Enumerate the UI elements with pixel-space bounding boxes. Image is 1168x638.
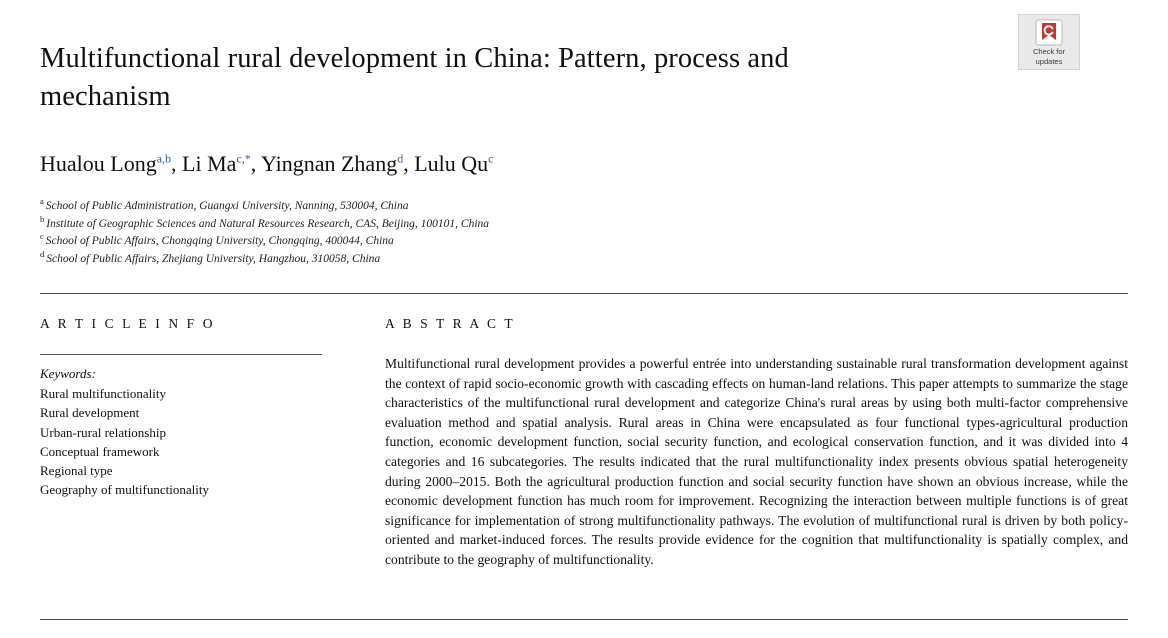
article-info-heading: A R T I C L E I N F O: [40, 316, 216, 331]
author-name: Li Ma: [182, 151, 237, 176]
author-list: [40, 150, 1128, 178]
abstract-column: [328, 316, 1128, 583]
affiliation-text: School of Public Administration, Guangxi University, Nanning, 530004, China: [45, 200, 409, 212]
affiliation-item: [40, 213, 1128, 234]
author-name: Hualou Long: [40, 151, 157, 176]
list-item: Rural multifunctionality: [40, 386, 167, 401]
affiliation-mark: c: [40, 231, 44, 242]
affiliation-mark: b: [40, 213, 45, 224]
abstract-text: Multifunctional rural development provides a powerful entrée into understanding sustainable rural transformation development against the context of rapid socio-economic growth with cascading effects on human-land relations. This paper attempts to summarize the stage characteristics of the multifunctional rural development and categorize China's rural areas by using both multi-factor comprehensive evaluation method and spatial analysis. Rural areas in China were encapsulated as four functional types-agricultural production function, economic development function, social security function, and ecological conservation function, and it was divided into 4 categories and 16 subcategories. The results indicated that the rural multifunctionality index presents obvious spatial heterogeneity during 2000–2015. Both the agricultural production function and social security function have shown an obvious increase, while the economic development function has much room for improvement. Recognizing the interaction between multiple functions is of great significance for implementation of strong multifunctionality pathways. The evolution of multifunctional rural is driven by both policy-oriented and market-induced forces. The results provide evidence for the cognition that multifunctionality is spatially complex, and contribute to the geography of multifunctionality.: [385, 356, 1128, 567]
affiliation-item: [40, 248, 1128, 269]
author-affil-marks[interactable]: c,*: [236, 151, 251, 166]
keywords-list: [40, 384, 306, 500]
author-separator: ,: [250, 151, 261, 176]
divider-top: [40, 293, 1128, 294]
crossmark-label-line2: updates: [1035, 56, 1063, 66]
crossmark-badge-icon: [1034, 19, 1064, 47]
affiliation-text: Institute of Geographic Sciences and Natural Resources Research, CAS, Beijing, 100101, China: [46, 217, 490, 230]
list-item: Regional type: [40, 463, 113, 479]
abstract-heading: A B S T R A C T: [385, 316, 516, 331]
author-name: Yingnan Zhang: [260, 151, 398, 176]
affiliation-text: School of Public Affairs, Chongqing University, Chongqing, 400044, China: [45, 235, 394, 247]
keywords-divider: [40, 354, 322, 355]
list-item: Rural development: [40, 405, 140, 421]
list-item: Geography of multifunctionality: [40, 482, 209, 498]
divider-bottom: [40, 619, 1128, 620]
list-item: Conceptual framework: [40, 443, 160, 459]
affiliation-item: [40, 198, 1128, 216]
author-separator: ,: [171, 151, 183, 176]
author-affil-marks[interactable]: c: [488, 151, 494, 166]
article-body: [40, 316, 1128, 583]
crossmark-badge[interactable]: [1018, 14, 1080, 70]
page-title: Multifunctional rural development in China: Pattern, process and mechanism: [40, 43, 789, 112]
affiliation-mark: a: [40, 196, 44, 207]
crossmark-label-line1: Check for: [1032, 47, 1066, 56]
keywords-label: Keywords:: [40, 366, 96, 381]
affiliation-list: [40, 198, 1128, 268]
author-separator: ,: [403, 151, 415, 176]
affiliation-mark: d: [40, 248, 45, 259]
article-info-column: [40, 316, 328, 583]
author-affil-marks[interactable]: d: [397, 151, 404, 166]
affiliation-item: [40, 233, 1128, 251]
list-item: Urban-rural relationship: [40, 424, 166, 440]
author-affil-marks[interactable]: a,b: [156, 151, 172, 166]
affiliation-text: School of Public Affairs, Zhejiang University, Hangzhou, 310058, China: [46, 252, 381, 265]
author-name: Lulu Qu: [414, 151, 489, 176]
